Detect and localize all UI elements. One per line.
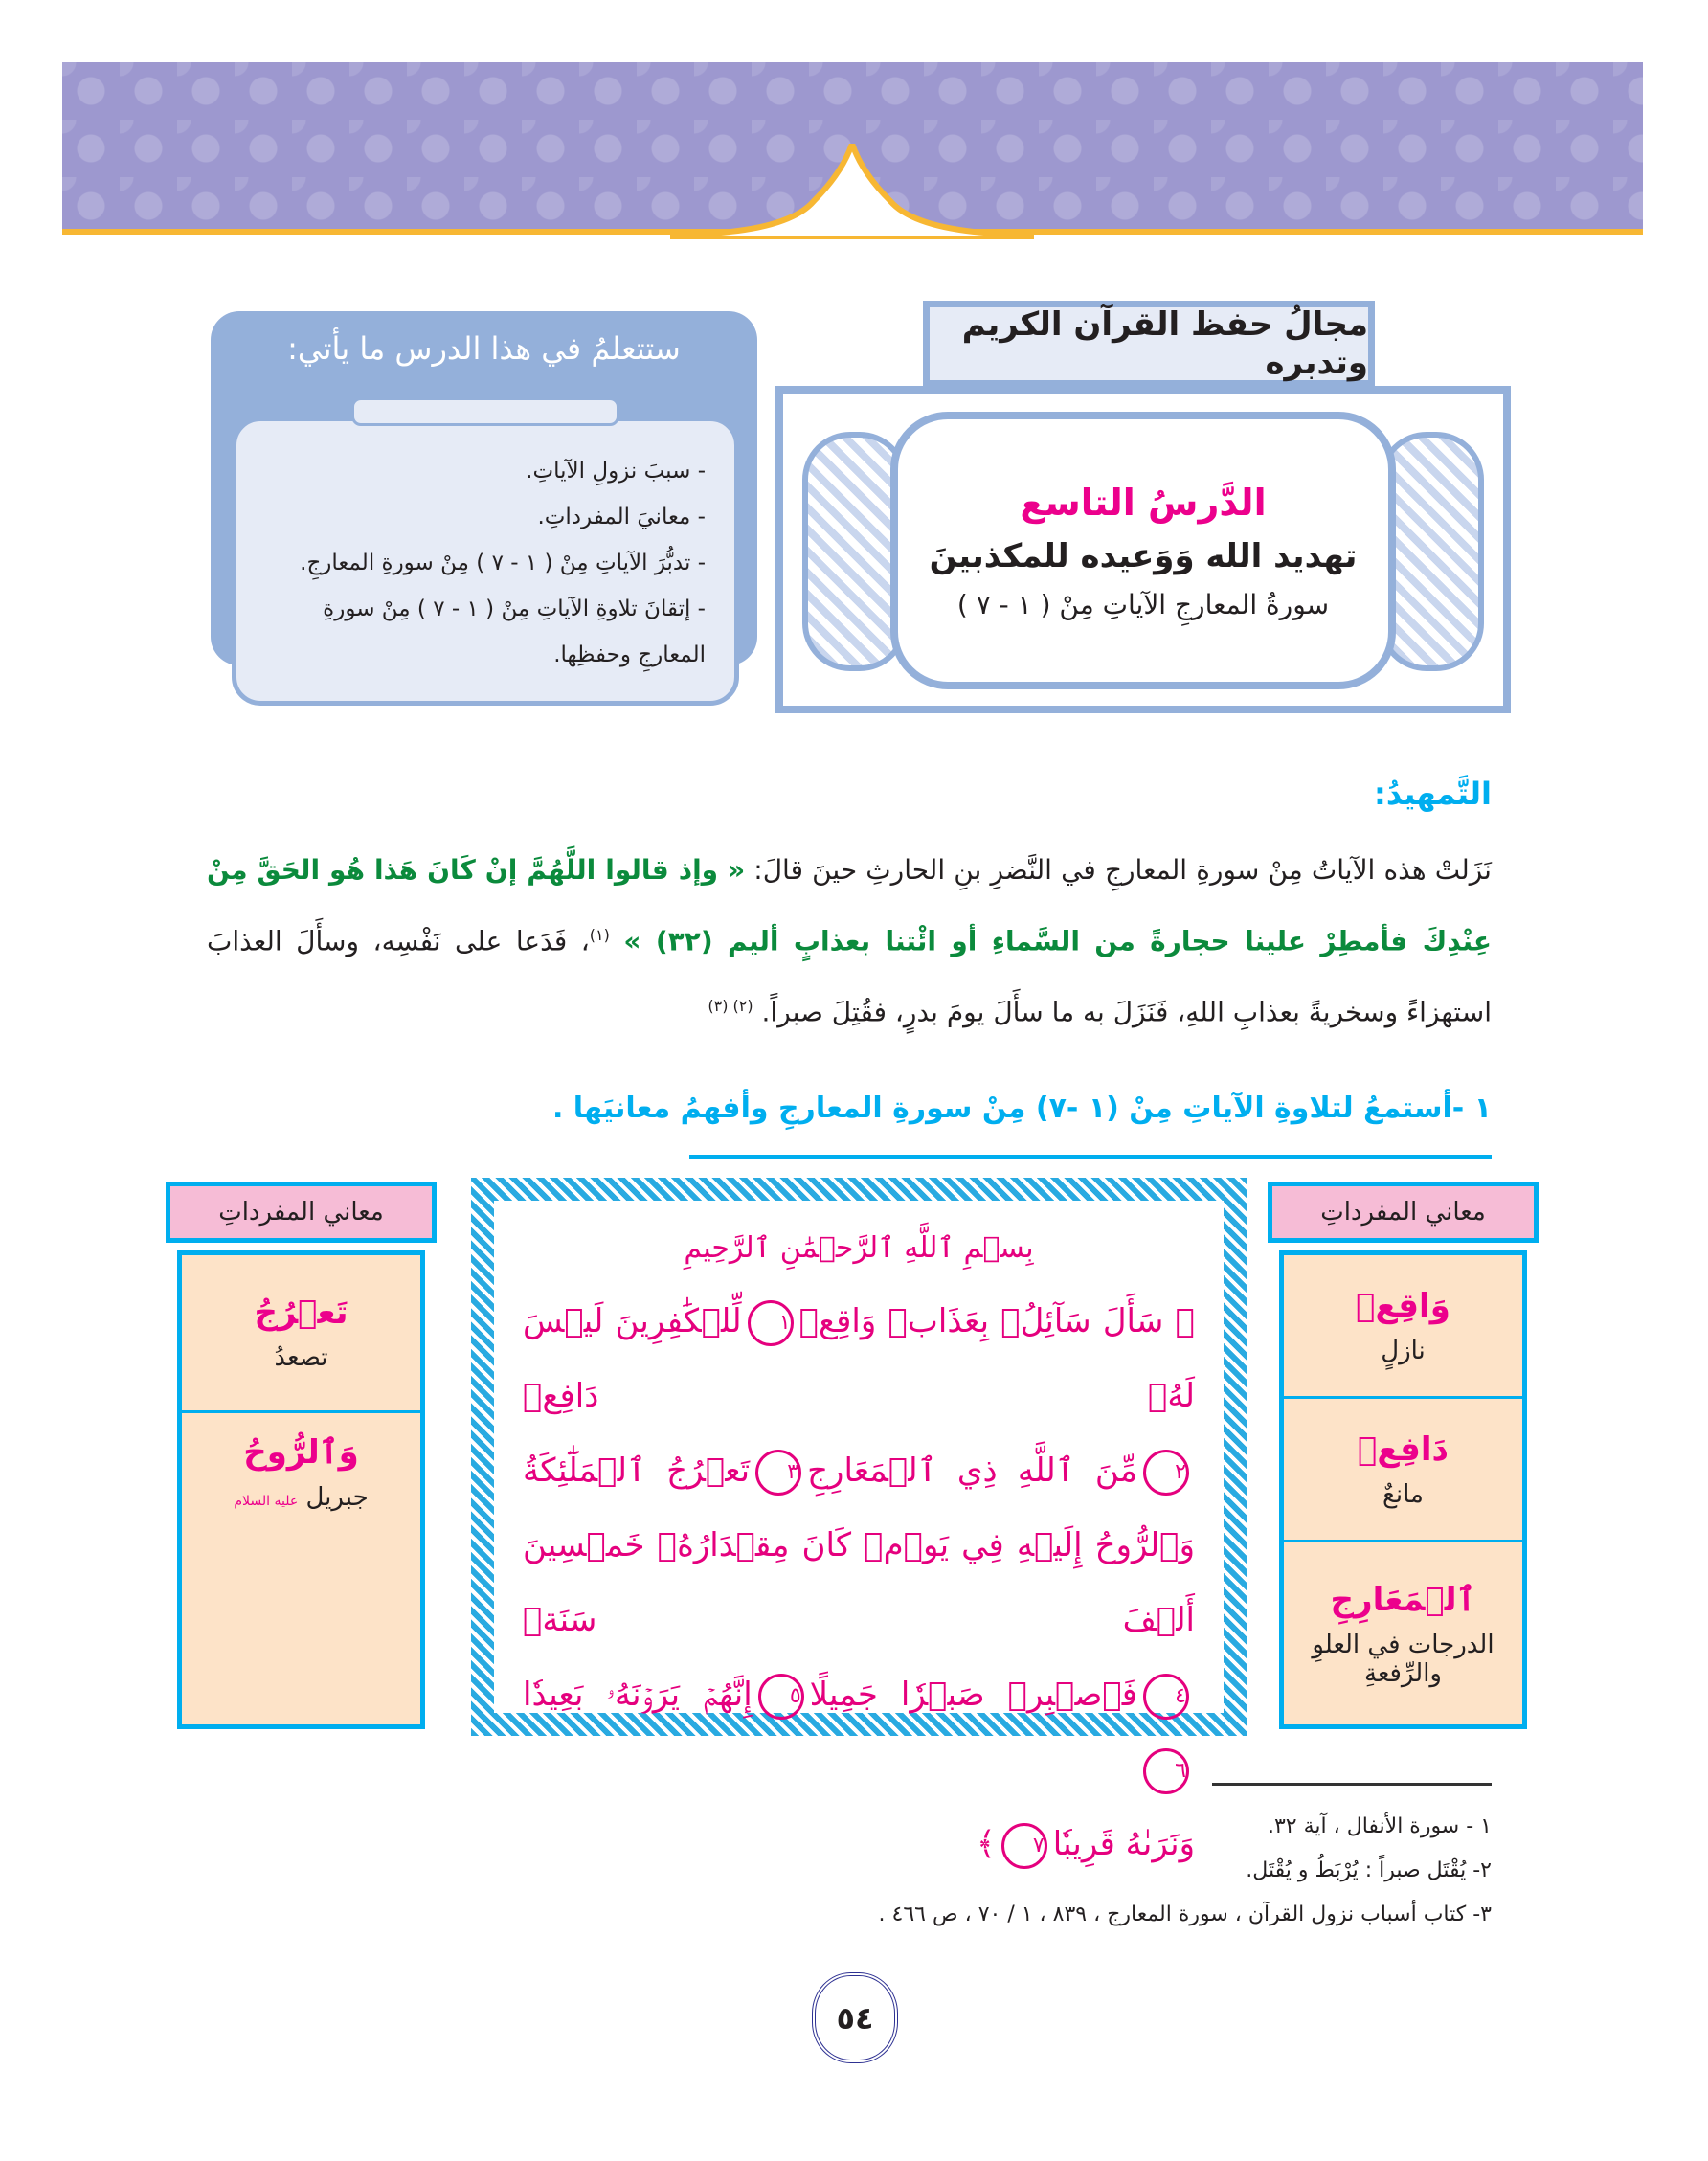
footnote: ٢- يُقْتَل صبراً : يُرْبَطُ و يُقْتَل. [1246,1858,1492,1882]
ayah-marker: ٧ [1001,1823,1047,1869]
objectives-tab [351,397,619,426]
vocab-word: تَعۡرُجُ [254,1294,348,1332]
ayah-marker: ٤ [1143,1674,1189,1720]
ayah-marker: ٦ [1143,1748,1189,1794]
vocab-meaning: مانعٌ [1382,1479,1424,1509]
objective-item: - تدبُّرَ الآياتِ مِنْ ( ١ - ٧ ) مِنْ سورةِ المعارجِ. [300,551,706,575]
footnote-ref[interactable]: (٢) (٣) [708,997,753,1016]
intro-paragraph [207,838,1492,1046]
objectives-title: ستتعلمُ في هذا الدرس ما يأتي: [287,330,681,367]
quran-verses-box [471,1178,1247,1863]
intro-heading: التَّمهيدُ: [1374,776,1492,812]
divider [689,1155,1492,1159]
verse-line [523,1284,1195,1433]
vocab-item [1284,1255,1522,1399]
honorific: عليه السلام [234,1494,299,1509]
quran-quote: « وإذ قالوا اللَّهُمَّ إنْ كَانَ هَذا هُو الحَقَّ مِنْ عِنْدِكَ فأمطِرْ علينا حجارةً من السَّماءِ أو ائْتنا بعذابٍ أليم (٣٢) » [207,854,1493,957]
lesson-range: سورةُ المعارجِ الآياتِ مِنْ ( ١ - ٧ ) [956,588,1330,620]
vocab-panel-right [1268,1182,1539,1729]
vocab-word: وَٱلرُّوحُ [243,1433,359,1472]
verse-text: إِنَّهُمۡ يَرَوۡنَهُۥ بَعِيدٗا [523,1676,753,1714]
verse-text: وَنَرَىٰهُ قَرِيبٗا [1052,1825,1195,1863]
objective-item: - إتقانَ تلاوةِ الآياتِ مِنْ ( ١ - ٧ ) مِنْ سورةِ المعارجِ وحفظِها. [323,597,706,667]
vocab-title: معاني المفرداتِ [1268,1182,1539,1243]
page-number: ٥٤ [812,1972,898,2063]
vocab-meaning: جبريل [305,1483,369,1512]
vocab-word: وَاقِعٖ [1356,1286,1450,1325]
verse-line [523,1433,1195,1508]
verse-text: وَٱلرُّوحُ إِلَيۡهِ فِي يَوۡمٖ كَانَ مِقۡدَارُهُۥ خَمۡسِينَ أَلۡفَ سَنَةٖ [523,1526,1195,1639]
verse-text: تَعۡرُجُ ٱلۡمَلَٰٓئِكَةُ [523,1452,751,1490]
activity-instruction: ١ -أستمعُ لتلاوةِ الآياتِ مِنْ (١ -٧) مِنْ سورةِ المعارجِ وأفهمُ معانيَها . [551,1092,1492,1125]
footnote-divider [1212,1783,1492,1786]
ayah-marker: ٣ [755,1450,801,1496]
footnote: ٣- كتاب أسباب نزول القرآن ، سورة المعارج ، ٨٣٩ ، ١ / ٧٠ ، ص ٤٦٦ . [878,1902,1492,1926]
vocab-meaning: تصعدُ [274,1343,328,1372]
ayah-marker: ٥ [758,1674,804,1720]
verse-text: ﴾ [976,1825,996,1863]
footnote: ١ - سورة الأنفال ، آية ٣٢. [1267,1814,1492,1838]
ayah-marker: ٢ [1143,1450,1189,1496]
vocab-word: دَافِعٞ [1358,1429,1449,1469]
lesson-number: الدَّرسُ التاسع [1020,481,1267,524]
footnote-ref[interactable]: (١) [589,926,610,944]
ayah-marker: ١ [748,1300,794,1346]
arch-ornament [670,144,1034,239]
basmala: بِسۡمِ ٱللَّهِ ٱلرَّحۡمَٰنِ ٱلرَّحِيمِ [684,1231,1034,1265]
verse-text: فَٱصۡبِرۡ صَبۡرٗا جَمِيلًا [809,1676,1137,1714]
vocab-meaning: نازلٍ [1381,1336,1426,1365]
vocab-meaning: الدرجات في العلوِ والرِّفعةِ [1312,1630,1494,1688]
objective-item: - معانيَ المفرداتِ. [537,505,706,529]
vocab-panel-left [166,1182,437,1729]
field-title: مجالُ حفظ القرآن الكريم وتدبره [923,301,1375,387]
objectives-list [232,416,739,706]
vocab-item [1284,1399,1522,1542]
lesson-card [890,412,1396,689]
intro-text: نَزَلتْ هذه الآياتُ مِنْ سورةِ المعارجِ في النَّضرِ بنِ الحارثِ حينَ قالَ: [745,854,1492,886]
footnotes [879,1805,1492,1937]
intro-text: ، فَدَعا على نَفْسِه، وسأَلَ العذابَ استهزاءً وسخريةً بعذابِ اللهِ، فَنَزَلَ به ما سأَلَ يومَ بدرٍ، فقُتِلَ صبراً. [207,925,1492,1028]
lesson-title: تهديد الله وَوَعيده للمكذبينَ [929,536,1358,575]
verse-line [523,1508,1195,1657]
verse-text: مِّنَ ٱللَّهِ ذِي ٱلۡمَعَارِجِ [807,1452,1137,1490]
vocab-item [182,1413,420,1576]
vocab-item [182,1255,420,1413]
verse-line [523,1657,1195,1807]
verse-text: لِّلۡكَٰفِرِينَ لَيۡسَ لَهُۥ دَافِعٞ [523,1302,1195,1415]
vocab-title: معاني المفرداتِ [166,1182,437,1243]
vocab-item [1284,1542,1522,1724]
objective-item: - سببَ نزولِ الآياتِ. [526,459,706,484]
verse-text: ﴿ سَأَلَ سَآئِلُۢ بِعَذَابٖ وَاقِعٖ [798,1302,1195,1340]
vocab-word: ٱلۡمَعَارِجِ [1330,1580,1476,1619]
